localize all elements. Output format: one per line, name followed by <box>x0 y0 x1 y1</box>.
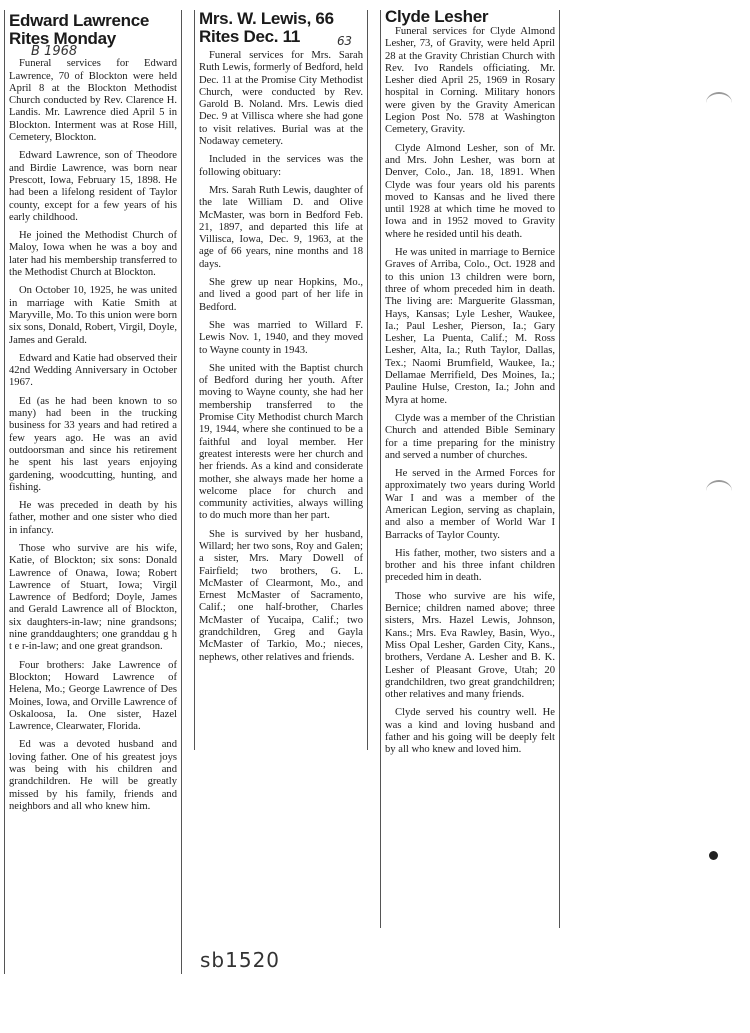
paragraph: His father, mother, two sisters and a brother and his three infant children preceded him in death. <box>385 547 555 584</box>
punch-hole-mark <box>706 92 732 114</box>
paragraph: Clyde Almond Lesher, son of Mr. and Mrs. John Lesher, was born at Denver, Colo., Jan. 18, 1891. When Clyde was four years old his parents moved to Kansas and he lived there until 1928 at which time he moved to Iowa and in 1952 moved to Gravity where he resided until his death. <box>385 142 555 240</box>
paragraph: Four brothers: Jake Lawrence of Blockton; Howard Lawrence of Helena, Mo.; George Lawrence of Des Moines, Iowa, and Orville Lawrence of Oskaloosa, Ia. One sister, Hazel Lawrence, Clearwater, Florida. <box>9 659 177 733</box>
obituary-clyde-lesher <box>385 8 555 763</box>
paragraph: She was married to Willard F. Lewis Nov. 1, 1940, and they moved to Wayne county in 1943. <box>199 319 363 356</box>
paragraph: Clyde served his country well. He was a kind and loving husband and father and his going will be deeply felt by all who knew and loved him. <box>385 707 555 756</box>
handwritten-year: 63 <box>337 34 352 48</box>
headline: Edward Lawrence Rites Monday <box>9 11 150 48</box>
punch-hole-mark <box>706 480 732 502</box>
paragraph: Those who survive are his wife, Katie, of Blockton; six sons: Donald Lawrence of Onawa, Iowa; Robert Lawrence of Stuart, Iowa; Virgil Lawrence of Bedford; Doyle, James and Gerald Lawrence all of Blockton, six daughters-in-law; nine grandsons; nine granddaughters; one granddau g h t e r-in-law; and one great grandson. <box>9 542 177 653</box>
handwritten-reference: sb1520 <box>200 948 281 972</box>
paragraph: Ed (as he had been known to so many) had been in the trucking business for 33 years and had retired a few years ago. He was an avid outdoorsman and since his retirement he spent his last years enjoying gardening, woodcutting, hunting, and fishing. <box>9 395 177 493</box>
paragraph: She united with the Baptist church of Bedford during her youth. After moving to Wayne county, she had her membership transferred to the Promise City Methodist church March 19, 1944, where she continued to be a faithful and loyal member. Her greatest interests were her church and her friends. As a kind and considerate mother, she always made her home a welcome place for church and community activities, always willing to do much more than her part. <box>199 362 363 522</box>
paragraph: Those who survive are his wife, Bernice; children named above; three sisters, Mrs. Hazel Lewis, Johnson, Kans.; Mrs. Eva Rawley, Basin, Wyo., Miss Opal Lesher, Garden City, Kans., brothers, Verdane A. Lesher and B. K. Lesher of Pleasant Grove, Utah; 20 grandchildren, two great grandchildren; other relatives and many friends. <box>385 590 555 701</box>
obituary-edward-lawrence <box>9 12 177 819</box>
paragraph: She grew up near Hopkins, Mo., and lived a good part of her life in Bedford. <box>199 277 363 313</box>
paragraph: Funeral services for Mrs. Sarah Ruth Lewis, formerly of Bedford, held Dec. 11 at the Promise City Methodist Church, were conducted by Rev. Garold B. Noland. Mrs. Lewis died Dec. 9 at Villisca where she had gone to visit relatives. Burial was at the Nodaway cemetery. <box>199 50 363 148</box>
paragraph: Edward Lawrence, son of Theodore and Birdie Lawrence, was born near Prescott, Iowa, February 15, 1898. He had been a lifelong resident of Taylor county, except for a few years of his early childhood. <box>9 150 177 223</box>
paragraph: She is survived by her husband, Willard; her two sons, Roy and Galen; a sister, Mrs. Mary Dowell of Fairfield; two brothers, G. L. McMaster of Clearmont, Mo., and Ernest McMaster of Sacramento, Calif.; one half-brother, Charles McMaster of Yucaipa, Calif.; two grandchildren, Greg and Gayla McMaster of Tarkio, Mo.; nieces, nephews, other relatives and friends. <box>199 528 363 663</box>
ink-dot <box>709 851 718 860</box>
paragraph: He was united in marriage to Bernice Graves of Arriba, Colo., Oct. 1928 and to this union 13 children were born, three of whom preceded him in death. The living are: Marguerite Glassman, Hays, Kansas; Lyle Lesher, Waukee, Ia.; Paul Lesher, Pierson, Ia.; Gary Lesher, La Puenta, Calif.; M. Ross Lesher, Alta, Ia.; Ruth Taylor, Dallas, Tex.; Naomi Brumfield, Waukee, Ia.; Dellamae Merrifield, Des Moines, Ia.; Pauline Hulse, Creston, Ia.; John and Myra at home. <box>385 247 555 406</box>
paragraph: Mrs. Sarah Ruth Lewis, daughter of the late William D. and Olive McMaster, was born in Bedford Feb. 21, 1897, and departed this life at Villisca, Iowa, Dec. 9, 1963, at the age of 66 years, nine months and 18 days. <box>199 184 363 270</box>
article-body <box>385 26 555 757</box>
paragraph: Clyde was a member of the Christian Church and attended Bible Seminary for a time preparing for the ministry and served a number of churches. <box>385 412 555 461</box>
paragraph: He was preceded in death by his father, mother and one sister who died in infancy. <box>9 500 177 536</box>
paragraph: Funeral services for Clyde Almond Lesher, 73, of Gravity, were held April 28 at the Gravity Christian Church with Rev. Ivo Randels officiating. Mr. Lesher died April 25, 1969 in Rosary hospital in Corning. Military honors were given by the Gravity American Legion Post No. 578 at Washington Cemetery, Gravity. <box>385 26 555 136</box>
article-body <box>199 50 363 664</box>
headline: Clyde Lesher <box>385 7 489 26</box>
headline: Mrs. W. Lewis, 66 Rites Dec. 11 63 <box>199 9 352 48</box>
paragraph: On October 10, 1925, he was united in marriage with Katie Smith at Maryville, Mo. To this union were born six sons, Donald, Robert, Virgil, Doyle, James and Gerald. <box>9 285 177 346</box>
paragraph: Included in the services was the following obituary: <box>199 154 363 178</box>
paragraph: Edward and Katie had observed their 42nd Wedding Anniversary in October 1967. <box>9 352 177 389</box>
obituary-sarah-lewis <box>199 10 363 670</box>
paragraph: He joined the Methodist Church of Maloy, Iowa when he was a boy and later had his membership transferred to the Methodist Church at Blockton. <box>9 230 177 279</box>
article-body <box>9 58 177 813</box>
paragraph: He served in the Armed Forces for approximately two years during World War I and was a member of the American Legion, serving as chaplain, and also a member of World War I Barracks of Taylor County. <box>385 468 555 541</box>
paragraph: Ed was a devoted husband and loving father. One of his greatest joys was being with his children and grandchildren. He will be greatly missed by his family, friends and neighbors and all who knew him. <box>9 739 177 812</box>
paragraph: Funeral services for Edward Lawrence, 70 of Blockton were held April 8 at the Blockton Methodist Church conducted by Rev. Clarence H. Landis. Mr. Lawrence died April 5 in Blockton. Interment was at Rose Hill, Cemetery, Blockton. <box>9 58 177 144</box>
handwritten-date: B 1968 <box>31 44 78 59</box>
